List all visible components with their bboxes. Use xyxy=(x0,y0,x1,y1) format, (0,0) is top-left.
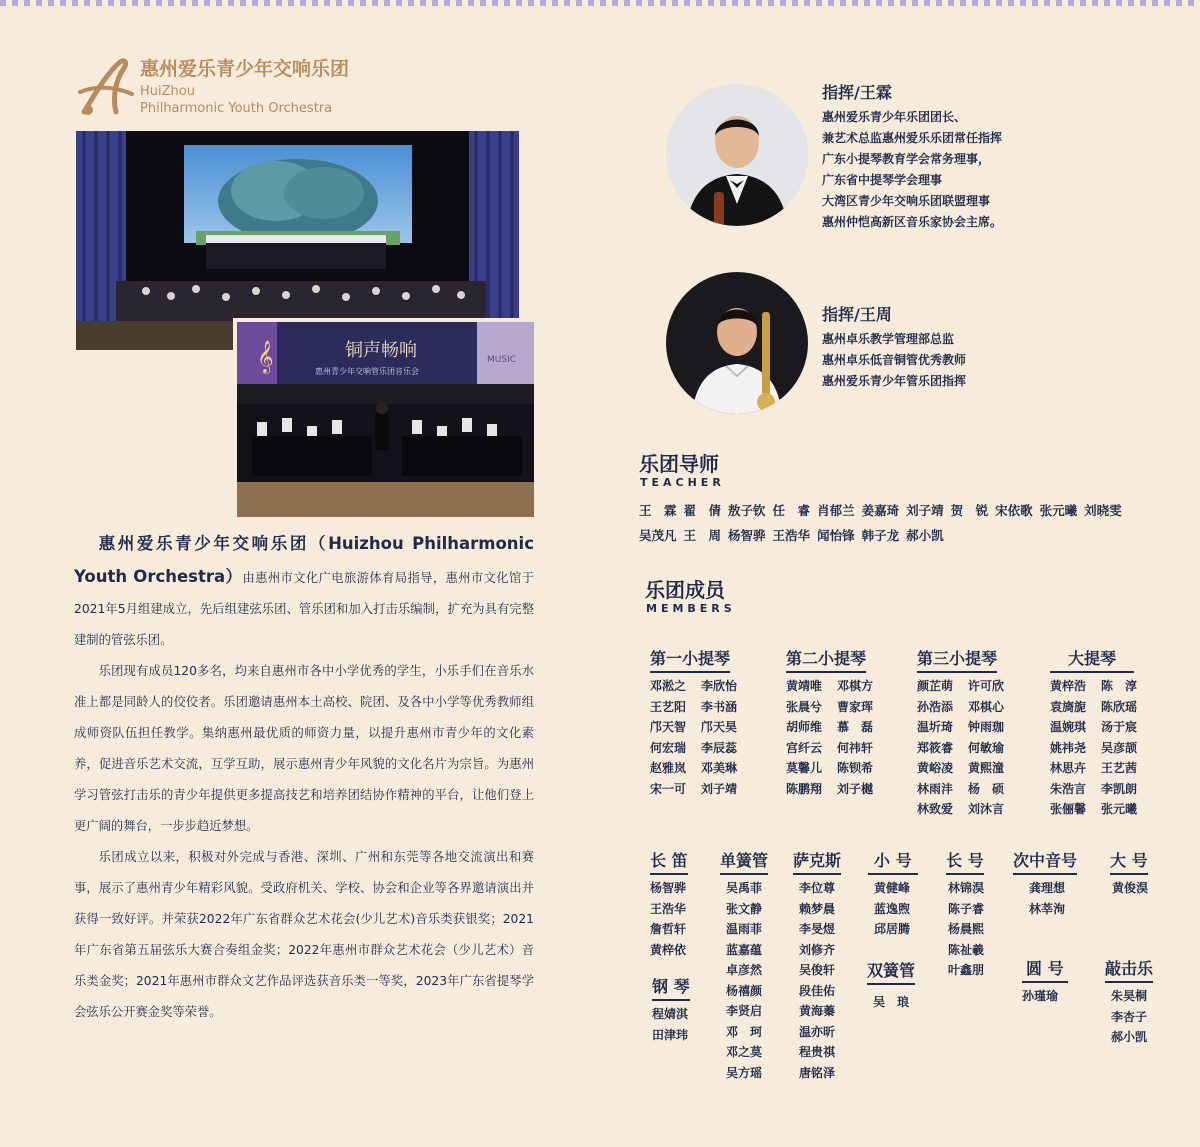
teacher-name: 翟 倩 xyxy=(683,503,722,518)
svg-text:𝄞: 𝄞 xyxy=(257,340,274,373)
member-name: 刘子樾 xyxy=(837,781,874,796)
member-name: 程贵祺 xyxy=(799,1045,836,1059)
teacher-name: 敖子钦 xyxy=(728,503,766,518)
teacher-name: 闻怡锋 xyxy=(817,528,855,543)
conductor2-info xyxy=(822,302,966,392)
member-name: 张晨兮 xyxy=(786,699,823,714)
member-name: 温亦昕 xyxy=(799,1024,836,1039)
member-name: 邓淞之 xyxy=(650,679,687,693)
orchestra-logo xyxy=(76,52,376,122)
group-oboe xyxy=(867,958,915,1013)
member-name: 邝天昊 xyxy=(701,720,738,734)
member-name: 刘沐言 xyxy=(968,802,1005,816)
intro-lead: 惠州爱乐青少年交响乐团（Huizhou Philharmonic Youth Orchestra） xyxy=(74,534,534,586)
logo-english-line2: Philharmonic Youth Orchestra xyxy=(140,101,333,116)
group-heading: 第二小提琴 xyxy=(786,646,866,673)
group-clarinet xyxy=(720,848,768,1083)
member-name: 袁旖旎 xyxy=(1050,699,1087,714)
member-name: 刘修齐 xyxy=(799,942,836,957)
member-name: 杨智骅 xyxy=(650,881,687,895)
member-name: 郑筱睿 xyxy=(917,740,954,755)
conductor1-info xyxy=(822,80,1002,233)
teacher-name: 任 睿 xyxy=(772,503,811,518)
member-name: 吴禹菲 xyxy=(726,881,763,895)
conductor1-line: 广东省中提琴学会理事 xyxy=(822,173,943,187)
member-name: 邓美琳 xyxy=(701,761,738,775)
member-name: 段佳佑 xyxy=(799,983,836,998)
group-piano xyxy=(652,974,690,1045)
member-name: 李杏子 xyxy=(1111,1009,1148,1024)
conductor1-portrait xyxy=(666,84,808,226)
member-name: 邓之莫 xyxy=(726,1045,763,1059)
conductor2-line: 惠州卓乐教学管理部总监 xyxy=(822,332,955,346)
group-euphonium xyxy=(1013,848,1077,919)
member-name: 黄俊淏 xyxy=(1112,881,1149,895)
group-heading: 大 号 xyxy=(1110,848,1148,875)
member-name: 慕 磊 xyxy=(837,720,874,734)
treble-clef-logo-icon xyxy=(76,56,136,118)
teacher-name: 王 周 xyxy=(683,528,722,543)
member-name: 陈子睿 xyxy=(948,901,985,916)
member-name: 蓝逸煦 xyxy=(874,901,911,916)
member-name: 何祎轩 xyxy=(837,740,874,755)
member-name: 温婉琪 xyxy=(1050,720,1087,734)
member-name: 李旻煜 xyxy=(799,922,836,936)
member-name: 姚祎尧 xyxy=(1050,740,1087,755)
member-name: 李贤启 xyxy=(726,1004,763,1018)
intro-paragraph-1 xyxy=(74,528,534,656)
member-name: 赖梦晨 xyxy=(799,901,836,916)
member-name: 王浩华 xyxy=(650,901,687,916)
teacher-name: 刘子靖 xyxy=(906,503,944,518)
member-name: 邱居腾 xyxy=(874,922,911,936)
group-heading: 次中音号 xyxy=(1013,848,1077,875)
member-name: 宋一可 xyxy=(650,781,687,796)
teacher-name: 吴茂凡 xyxy=(639,528,677,543)
banner-title: 铜声畅响 xyxy=(345,340,417,361)
member-name: 卓彦然 xyxy=(726,963,763,977)
member-name: 叶鑫朋 xyxy=(948,963,985,977)
group-saxophone xyxy=(793,848,841,1083)
intro-paragraph-3: 乐团成立以来，积极对外完成与香港、深圳、广州和东莞等各地交流演出和赛事，展示了惠州青少年精彩风貌。受政府机关、学校、协会和企业等各界邀请演出并获得一致好评。并荣获2022年广东省群众艺术花会(少儿艺术)音乐类获银奖；2021年广东省第五届弦乐大赛合奏组金奖；2022年惠州市群众艺术花会（少儿艺术）音乐类金奖；2021年惠州市群众文艺作品评选获音乐类一等奖，2023年广东省提琴学会弦乐公开赛金奖等荣誉。 xyxy=(74,850,534,1019)
member-name: 李辰蕊 xyxy=(701,740,738,755)
conductor1-line: 大湾区青少年交响乐团联盟理事 xyxy=(822,194,991,208)
member-name: 刘子靖 xyxy=(701,781,738,796)
group-percussion xyxy=(1105,956,1153,1048)
group-heading: 圆 号 xyxy=(1022,956,1068,983)
member-name: 汤于宸 xyxy=(1101,720,1138,734)
member-name: 王艺阳 xyxy=(650,699,687,714)
member-name: 李书涵 xyxy=(701,699,738,714)
group-violin3 xyxy=(917,646,1019,820)
group-heading: 长 笛 xyxy=(650,848,688,875)
member-name: 温雨菲 xyxy=(726,922,763,936)
group-heading: 长 号 xyxy=(946,848,984,875)
member-name: 陈钡希 xyxy=(837,761,874,775)
teacher-name: 杨智骅 xyxy=(728,528,766,543)
member-name: 林锦淏 xyxy=(948,881,985,895)
member-name: 李欣怡 xyxy=(701,679,738,693)
conductor1-line: 兼艺术总监惠州爱乐乐团常任指挥 xyxy=(822,131,1003,145)
member-name: 张俪馨 xyxy=(1050,802,1087,816)
member-name: 陈欣瑶 xyxy=(1101,699,1138,714)
member-name: 程婧淇 xyxy=(652,1007,689,1021)
member-name: 龚理想 xyxy=(1029,881,1066,895)
member-name: 李凯朗 xyxy=(1101,781,1138,796)
group-heading: 第三小提琴 xyxy=(917,646,997,673)
group-heading: 钢 琴 xyxy=(652,974,690,1001)
teacher-name: 姜嘉琦 xyxy=(861,503,900,518)
member-name: 莫馨儿 xyxy=(786,761,823,775)
member-name: 杨晨熙 xyxy=(948,922,985,936)
member-name: 黄峪凌 xyxy=(917,761,954,775)
member-name: 温圻琦 xyxy=(917,720,954,734)
member-name: 何敏瑜 xyxy=(968,740,1005,755)
member-name: 邓 珂 xyxy=(726,1024,763,1039)
member-name: 许可欣 xyxy=(968,679,1005,693)
member-name: 李位尊 xyxy=(799,881,836,895)
member-name: 黄熙潼 xyxy=(968,761,1005,775)
logo-english-line1: HuiZhou xyxy=(140,84,195,99)
teacher-section-title: 乐团导师 xyxy=(639,452,719,476)
member-name: 吴彦颉 xyxy=(1101,740,1138,755)
member-name: 陈鹏翔 xyxy=(786,781,823,796)
logo-chinese-name: 惠州爱乐青少年交响乐团 xyxy=(140,58,350,80)
group-heading: 萨克斯 xyxy=(793,848,841,875)
member-name: 黄梓依 xyxy=(650,942,687,957)
teacher-name: 王浩华 xyxy=(772,528,811,543)
member-name: 黄海蓁 xyxy=(799,1004,836,1018)
member-name: 张文静 xyxy=(726,901,763,916)
member-name: 陈 淳 xyxy=(1101,679,1138,693)
member-name: 蓝嘉蕴 xyxy=(726,942,763,957)
conductor1-title: 指挥/王霖 xyxy=(822,83,892,102)
member-name: 杨 硕 xyxy=(968,781,1005,796)
member-name: 吴俊轩 xyxy=(799,963,836,977)
member-name: 孙浩添 xyxy=(917,699,954,714)
teacher-list xyxy=(639,498,1179,548)
member-name: 赵雅岚 xyxy=(650,761,687,775)
member-name: 胡师维 xyxy=(786,720,823,734)
member-name: 吴 琅 xyxy=(873,995,910,1009)
member-name: 黄健峰 xyxy=(874,881,911,895)
member-name: 詹哲轩 xyxy=(650,922,687,936)
member-name: 颜芷萌 xyxy=(917,679,954,693)
member-name: 邓棋心 xyxy=(968,699,1005,714)
teacher-name: 郝小凯 xyxy=(906,528,944,543)
member-name: 钟雨珈 xyxy=(968,720,1005,734)
teacher-name: 张元曦 xyxy=(1039,503,1078,518)
member-name: 林致爱 xyxy=(917,802,954,816)
teacher-name: 宋依歌 xyxy=(995,503,1033,518)
teacher-name: 刘晓雯 xyxy=(1084,503,1122,518)
member-name: 吴方瑶 xyxy=(726,1065,763,1080)
top-dashed-border xyxy=(0,0,1200,6)
conductor2-portrait xyxy=(666,272,808,414)
teacher-name: 王 霖 xyxy=(639,503,677,518)
teacher-name: 肖郁兰 xyxy=(817,503,855,518)
group-trombone xyxy=(946,848,984,981)
teacher-section-subtitle: TEACHER xyxy=(640,476,725,489)
member-name: 邓棋方 xyxy=(837,679,874,693)
member-name: 朱浩言 xyxy=(1050,781,1087,796)
group-violin1 xyxy=(650,646,752,799)
member-name: 宫纤云 xyxy=(786,740,823,755)
group-horn xyxy=(1022,956,1068,1007)
group-violin2 xyxy=(786,646,888,799)
member-name: 林雨沣 xyxy=(917,781,954,796)
intro-p1-text: 由惠州市文化广电旅游体育局指导，惠州市文化馆于2021年5月组建成立，先后组建弦乐团、管乐团和加入打击乐编制，扩充为具有完整建制的管弦乐团。 xyxy=(74,571,534,647)
member-name: 田津玮 xyxy=(652,1027,689,1042)
member-name: 王艺茜 xyxy=(1101,761,1138,775)
group-flute xyxy=(650,848,688,960)
teacher-name: 贺 锐 xyxy=(950,503,989,518)
group-heading: 敲击乐 xyxy=(1105,956,1153,983)
member-name: 黄靖唯 xyxy=(786,679,823,693)
conductor1-line: 惠州爱乐青少年乐团团长、 xyxy=(822,110,967,124)
group-heading: 双簧管 xyxy=(867,958,915,985)
group-cello xyxy=(1050,646,1152,820)
member-name: 杨禧颜 xyxy=(726,983,763,998)
conductor2-title: 指挥/王周 xyxy=(822,305,892,324)
banner-subtitle: 惠州青少年交响管乐团音乐会 xyxy=(315,367,419,376)
conductor1-line: 广东小提琴教育学会常务理事， xyxy=(822,152,991,166)
member-name: 曹家珲 xyxy=(837,699,874,714)
member-name: 陈祉羲 xyxy=(948,942,985,957)
intro-paragraph-2: 乐团现有成员120多名，均来自惠州市各中小学优秀的学生，小乐手们在音乐水准上都是同龄人的佼佼者。乐团邀请惠州本土高校、院团、及各中小学等优秀教师组成师资队伍担任教学。集纳惠州最优质的师资力量，以提升惠州市青少年的文化素养，促进音乐艺术交流，互学互助，展示惠州青少年风貌的文化名片为宗旨。为惠州学习管弦打击乐的青少年提供更多提高技艺和培养团结协作精神的平台，让他们登上更广阔的舞台，一步步趋近梦想。 xyxy=(74,664,534,833)
group-heading: 大提琴 xyxy=(1050,646,1134,673)
group-heading: 单簧管 xyxy=(720,848,768,875)
member-section-title: 乐团成员 xyxy=(645,578,725,602)
teacher-name: 韩子龙 xyxy=(861,528,900,543)
conductor2-line: 惠州爱乐青少年管乐团指挥 xyxy=(822,374,967,388)
orchestra-introduction xyxy=(74,528,534,1028)
group-trumpet xyxy=(868,848,918,940)
member-name: 何宏瑞 xyxy=(650,740,687,755)
conductor1-line: 惠州仲恺高新区音乐家协会主席。 xyxy=(822,215,1003,229)
group-heading: 小 号 xyxy=(868,848,918,875)
member-name: 朱昊桐 xyxy=(1111,989,1148,1003)
member-name: 孙瑾瑜 xyxy=(1022,989,1059,1003)
member-name: 张元曦 xyxy=(1101,802,1138,816)
member-name: 林思卉 xyxy=(1050,761,1087,775)
member-name: 唐铭泽 xyxy=(799,1065,836,1080)
conductor2-line: 惠州卓乐低音铜管优秀教师 xyxy=(822,353,967,367)
concert-photo-wind-orchestra xyxy=(233,318,538,521)
member-name: 郝小凯 xyxy=(1111,1030,1148,1044)
member-name: 林莘洵 xyxy=(1029,901,1066,916)
member-name: 邝天智 xyxy=(650,720,687,734)
group-tuba xyxy=(1110,848,1148,899)
member-name: 黄梓浩 xyxy=(1050,679,1087,693)
group-heading: 第一小提琴 xyxy=(650,646,730,673)
banner-side-text: MUSIC xyxy=(487,355,517,365)
member-section-subtitle: MEMBERS xyxy=(646,602,736,615)
